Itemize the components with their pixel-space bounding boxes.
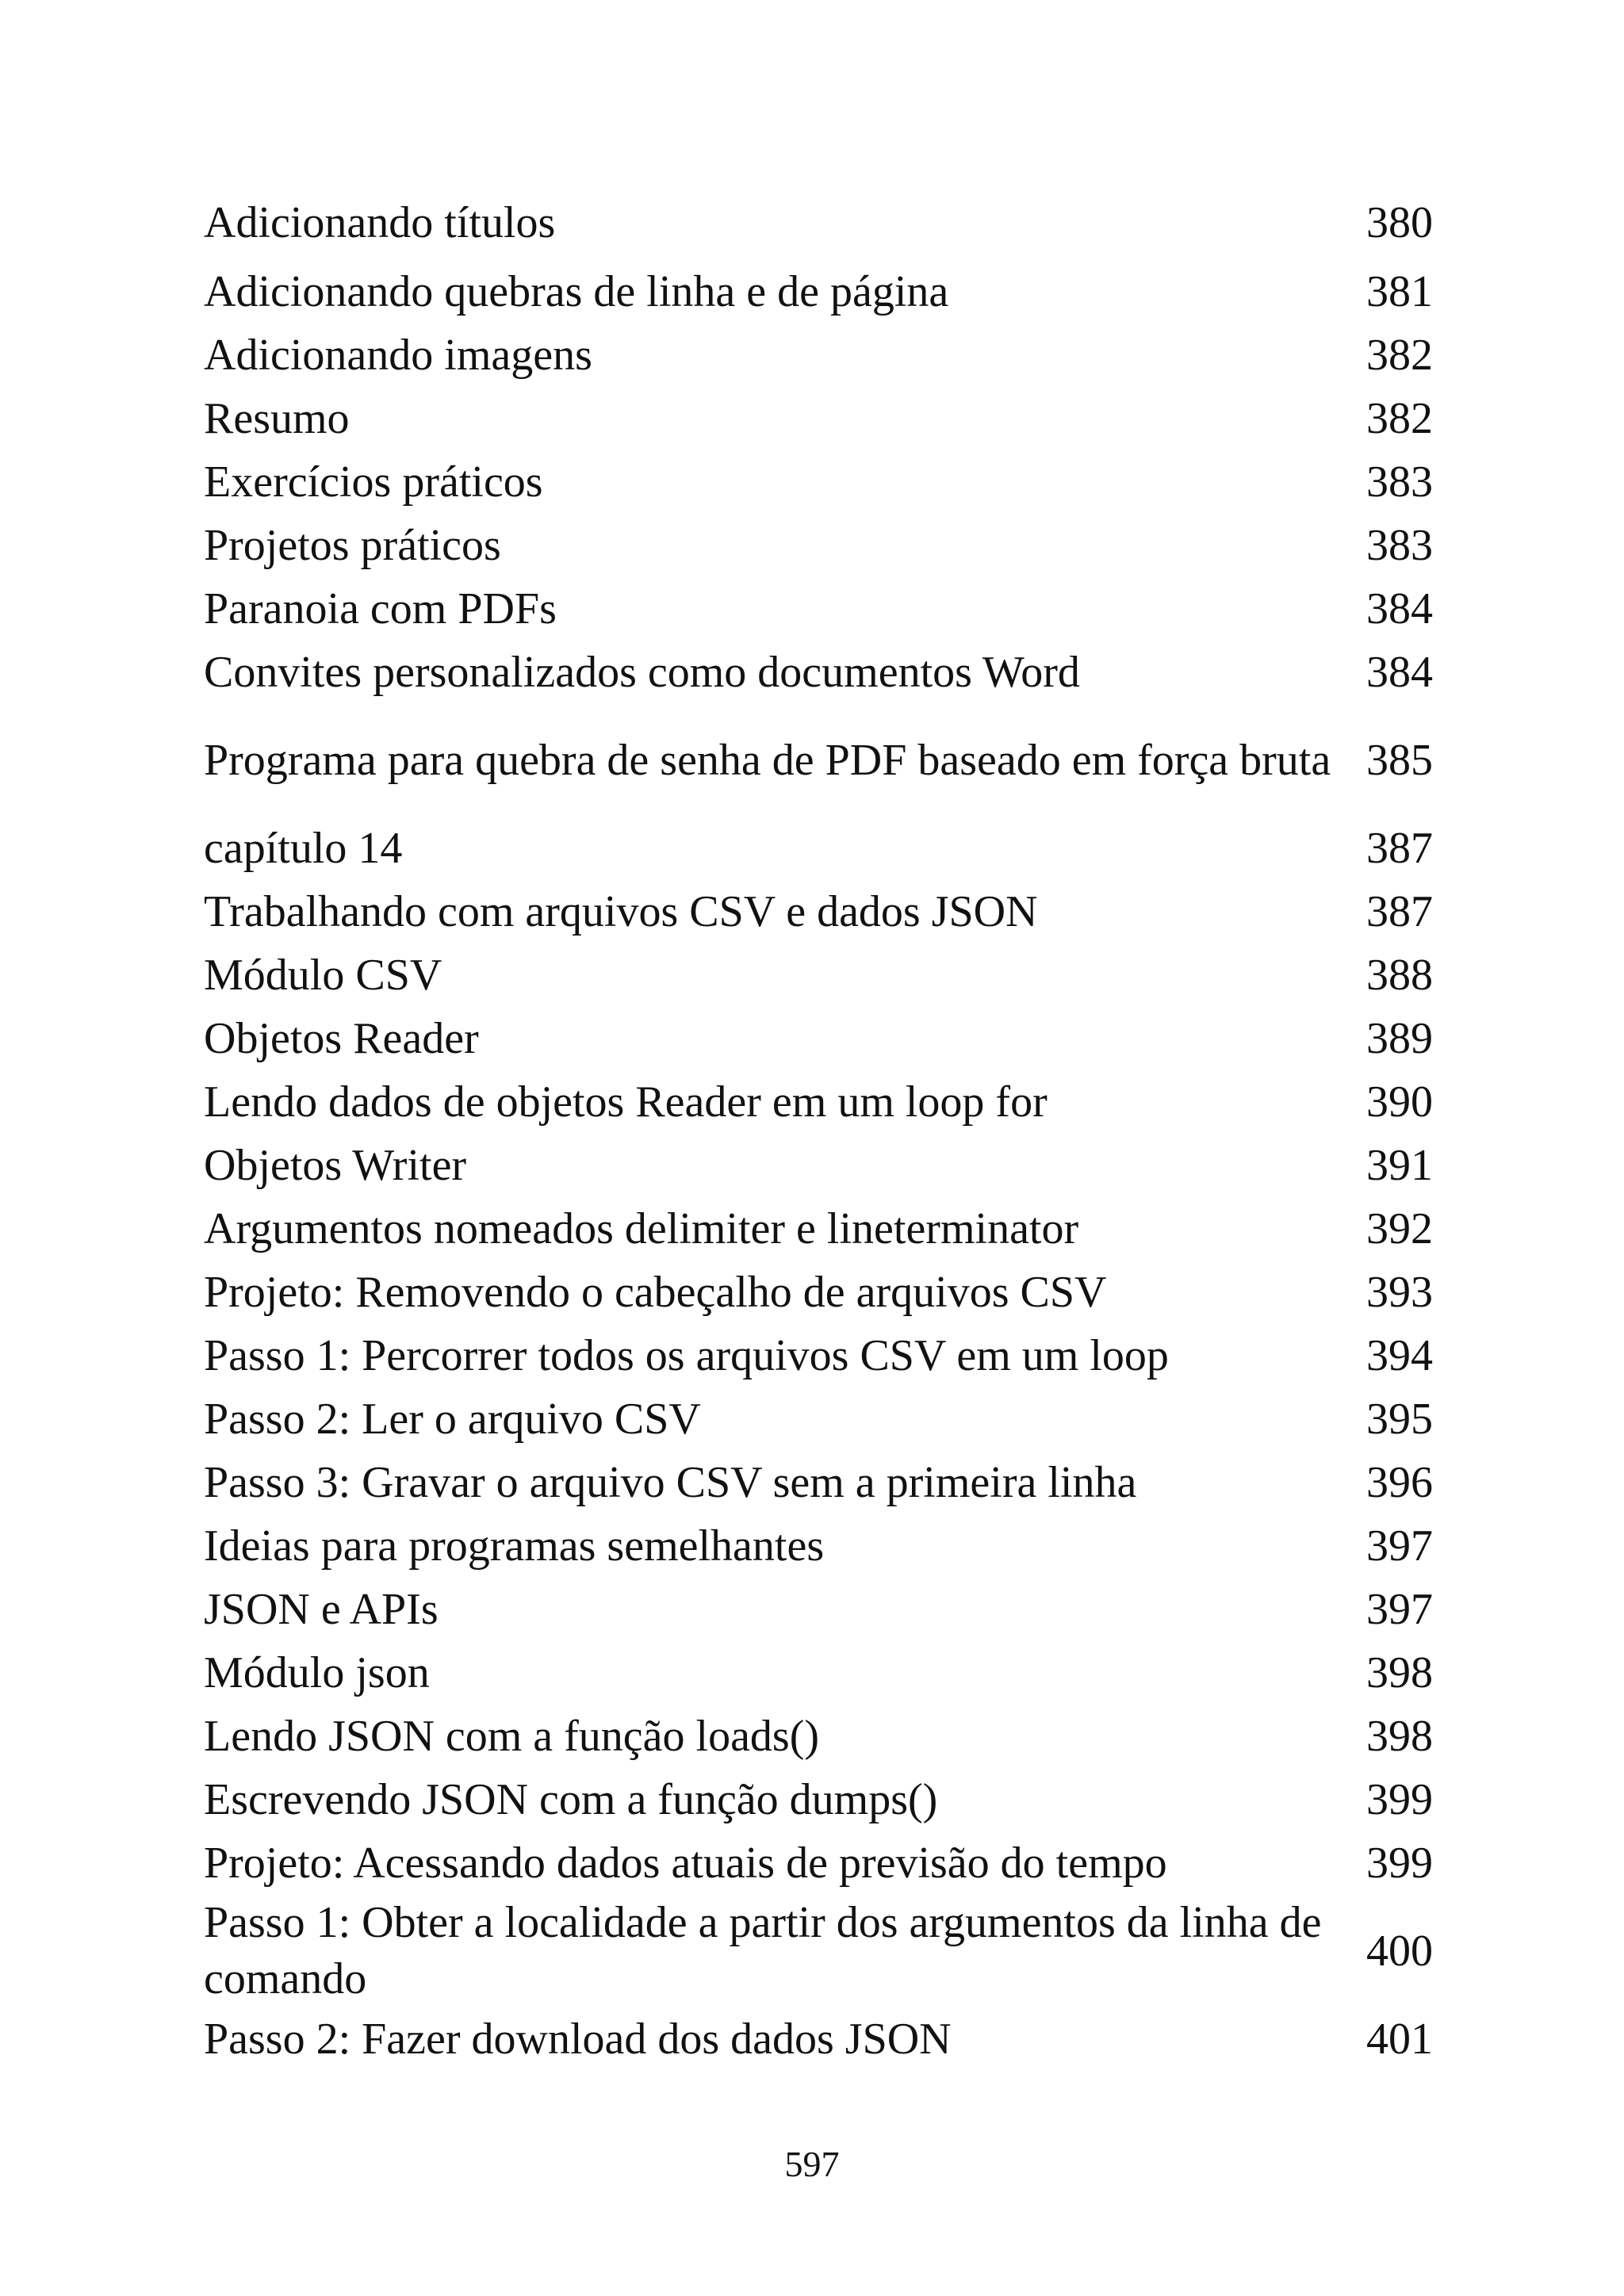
toc-entry-page: 387 [1366,823,1433,873]
toc-entry-title: Passo 3: Gravar o arquivo CSV sem a primeira linha [204,1457,1137,1507]
toc-entry [204,1451,1433,1514]
toc-entry-title: Projeto: Removendo o cabeçalho de arquivos CSV [204,1267,1107,1317]
toc-entry-page: 393 [1366,1267,1433,1317]
toc-entry-title: Passo 1: Obter a localidade a partir dos argumentos da linha de comando [204,1898,1322,2003]
toc-entry-title: Passo 2: Ler o arquivo CSV [204,1394,701,1444]
toc-entry-page: 381 [1366,266,1433,316]
toc-entry [204,1831,1433,1895]
toc-entry-page: 389 [1366,1013,1433,1063]
toc-entry-title: Módulo CSV [204,950,442,1000]
table-of-contents [204,190,1433,2071]
toc-entry [204,577,1433,641]
toc-entry-page: 392 [1366,1203,1433,1253]
toc-entry-page: 382 [1366,393,1433,443]
toc-entry-title: Ideias para programas semelhantes [204,1521,825,1571]
toc-entry [204,1197,1433,1261]
toc-entry-page: 388 [1366,950,1433,1000]
toc-entry [204,1895,1433,2007]
toc-entry-title: Objetos Reader [204,1013,479,1063]
toc-entry-title: Escrevendo JSON com a função dumps() [204,1774,938,1824]
toc-entry [204,1070,1433,1134]
toc-entry [204,1007,1433,1070]
toc-entry-page: 398 [1366,1647,1433,1697]
toc-entry [204,387,1433,450]
toc-entry-title: capítulo 14 [204,823,403,873]
toc-entry-title: JSON e APIs [204,1584,439,1634]
toc-entry-page: 384 [1366,647,1433,697]
toc-entry [204,880,1433,943]
toc-entry-title: Lendo dados de objetos Reader em um loop for [204,1077,1048,1127]
toc-entry-page: 399 [1366,1774,1433,1824]
toc-entry [204,1514,1433,1578]
toc-entry-page: 391 [1366,1140,1433,1190]
toc-entry-page: 400 [1366,1926,1433,1976]
toc-entry [204,450,1433,514]
toc-entry-title: Adicionando imagens [204,330,592,380]
toc-entry-page: 387 [1366,886,1433,936]
toc-entry-page: 396 [1366,1457,1433,1507]
toc-entry-page: 399 [1366,1838,1433,1888]
toc-entry-page: 397 [1366,1521,1433,1571]
toc-entry [204,817,1433,880]
toc-entry-page: 383 [1366,520,1433,570]
toc-entry-title: Módulo json [204,1647,430,1697]
toc-entry-title: Resumo [204,393,350,443]
toc-entry-page: 380 [1366,197,1433,247]
toc-entry-title: Adicionando quebras de linha e de página [204,266,949,316]
toc-entry [204,704,1433,817]
toc-entry-page: 382 [1366,330,1433,380]
toc-entry-page: 390 [1366,1077,1433,1127]
toc-entry-page: 395 [1366,1394,1433,1444]
toc-entry [204,1387,1433,1451]
toc-entry-page: 383 [1366,457,1433,507]
toc-entry [204,323,1433,387]
toc-entry [204,943,1433,1007]
toc-entry-title: Convites personalizados como documentos Word [204,647,1080,697]
toc-entry-title: Trabalhando com arquivos CSV e dados JSON [204,886,1038,936]
page-number: 597 [784,2144,840,2184]
toc-entry-page: 394 [1366,1330,1433,1380]
toc-entry-page: 398 [1366,1711,1433,1761]
toc-entry [204,641,1433,704]
toc-entry-title: Projetos práticos [204,520,501,570]
toc-entry [204,1578,1433,1641]
toc-entry-page: 385 [1366,735,1433,785]
toc-entry [204,1641,1433,1705]
toc-entry [204,514,1433,577]
toc-entry-title: Argumentos nomeados delimiter e lineterminator [204,1203,1079,1253]
toc-entry-title: Exercícios práticos [204,457,543,507]
toc-entry [204,260,1433,323]
toc-entry-title: Paranoia com PDFs [204,584,557,633]
toc-entry-title: Adicionando títulos [204,197,556,247]
toc-entry-page: 384 [1366,584,1433,633]
toc-entry [204,2007,1433,2071]
toc-entry-title: Projeto: Acessando dados atuais de previsão do tempo [204,1838,1167,1888]
toc-entry [204,1261,1433,1324]
toc-entry-title: Objetos Writer [204,1140,467,1190]
toc-entry-title: Programa para quebra de senha de PDF baseado em força bruta [204,735,1331,785]
toc-entry-page: 397 [1366,1584,1433,1634]
toc-entry [204,190,1433,255]
toc-entry [204,1324,1433,1387]
toc-entry [204,1705,1433,1768]
toc-entry-title: Passo 1: Percorrer todos os arquivos CSV em um loop [204,1330,1169,1380]
toc-entry [204,1134,1433,1197]
toc-entry-title: Passo 2: Fazer download dos dados JSON [204,2014,952,2064]
toc-entry-title: Lendo JSON com a função loads() [204,1711,820,1761]
toc-entry [204,1768,1433,1831]
toc-entry-page: 401 [1366,2014,1433,2064]
